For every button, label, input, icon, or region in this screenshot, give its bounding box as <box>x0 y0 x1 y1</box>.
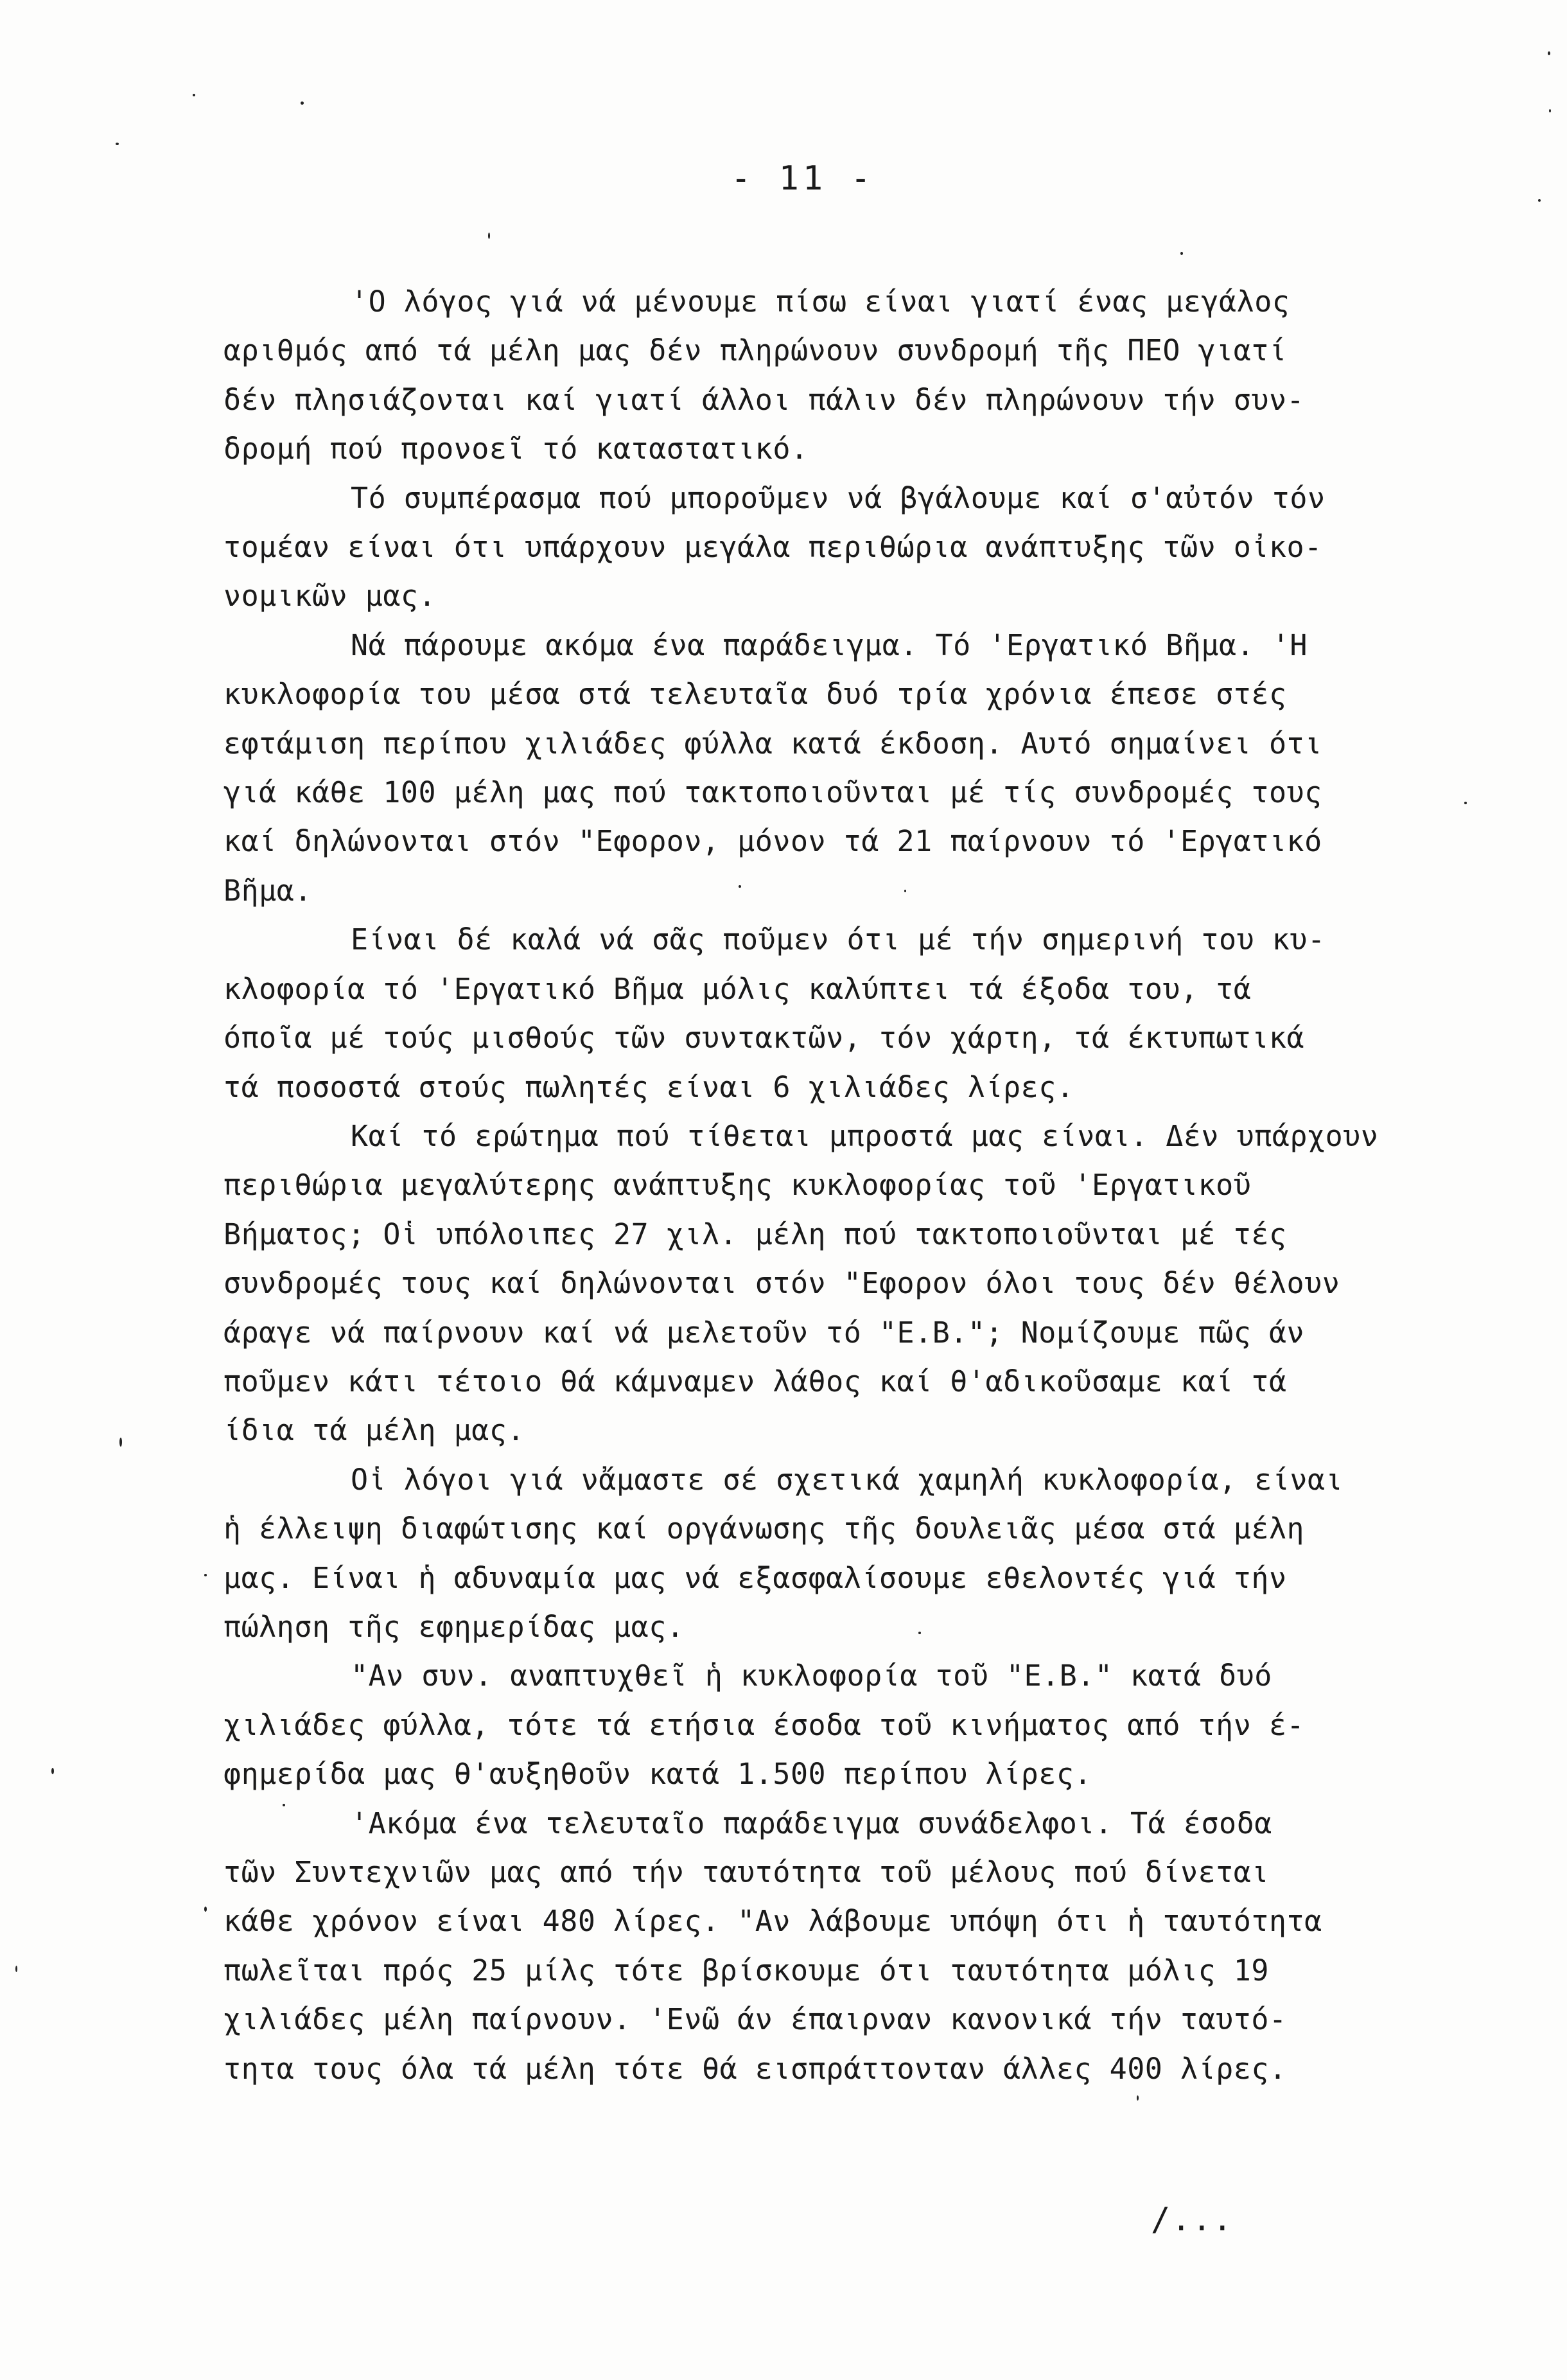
text-line: δέν πλησιάζονται καί γιατί άλλοι πάλιν δέν πληρώνουν τήν συν- <box>223 382 1305 417</box>
text-line: πώληση τῆς εφημερίδας μας. <box>223 1609 685 1644</box>
text-line: Βῆμα. <box>223 873 312 908</box>
scan-speck <box>918 1632 921 1634</box>
scan-speck <box>739 885 741 888</box>
text-line: δρομή πού προνοεῖ τό καταστατικό. <box>223 432 809 466</box>
scan-speck <box>204 1907 207 1912</box>
scan-speck <box>15 1966 17 1972</box>
text-line: Τό συμπέρασμα πού μποροῦμεν νά βγάλουμε καί σ'αὐτόν τόν <box>351 480 1326 515</box>
text-line: περιθώρια μεγαλύτερης ανάπτυξης κυκλοφορίας τοῦ 'Εργατικοῦ <box>223 1168 1252 1203</box>
scan-speck <box>193 94 195 96</box>
continuation-mark: /... <box>1151 2201 1234 2238</box>
scan-speck <box>1180 252 1183 255</box>
text-line: κάθε χρόνον είναι 480 λίρες. "Αν λάβουμε υπόψη ότι ἡ ταυτότητα <box>223 1904 1322 1939</box>
text-line: εφτάμιση περίπου χιλιάδες φύλλα κατά έκδοση. Αυτό σημαίνει ότι <box>223 726 1322 761</box>
text-line: "Αν συν. αναπτυχθεῖ ἡ κυκλοφορία τοῦ "Ε.Β." κατά δυό <box>351 1659 1272 1693</box>
text-line: χιλιάδες φύλλα, τότε τά ετήσια έσοδα τοῦ κινήματος από τήν έ- <box>223 1707 1305 1742</box>
page-number: - 11 - <box>731 159 875 198</box>
text-line: ίδια τά μέλη μας. <box>223 1413 525 1448</box>
scan-speck <box>1538 199 1541 202</box>
scan-speck <box>51 1768 54 1774</box>
scan-speck <box>1548 51 1550 55</box>
text-line: νομικῶν μας. <box>223 579 437 613</box>
body-text <box>223 278 1463 2094</box>
text-line: γιά κάθε 100 μέλη μας πού τακτοποιοῦνται μέ τίς συνδρομές τους <box>223 775 1322 810</box>
text-line: τομέαν είναι ότι υπάρχουν μεγάλα περιθώρια ανάπτυξης τῶν οἰκο- <box>223 530 1322 565</box>
text-line: Είναι δέ καλά νά σᾶς ποῦμεν ότι μέ τήν σημερινή του κυ- <box>351 922 1326 957</box>
text-line: χιλιάδες μέλη παίρνουν. 'Ενῶ άν έπαιρναν κανονικά τήν ταυτό- <box>223 2002 1287 2037</box>
text-line: άραγε νά παίρνουν καί νά μελετοῦν τό "Ε.Β."; Νομίζουμε πῶς άν <box>223 1315 1305 1350</box>
text-line: τῶν Συντεχνιῶν μας από τήν ταυτότητα τοῦ μέλους πού δίνεται <box>223 1855 1269 1889</box>
text-line: 'Ακόμα ένα τελευταῖο παράδειγμα συνάδελφοι. Τά έσοδα <box>351 1806 1272 1840</box>
text-line: ἡ έλλειψη διαφώτισης καί οργάνωσης τῆς δουλειᾶς μέσα στά μέλη <box>223 1512 1305 1546</box>
text-line: κυκλοφορία του μέσα στά τελευταῖα δυό τρία χρόνια έπεσε στές <box>223 677 1287 712</box>
scan-speck <box>119 1438 122 1447</box>
scan-speck <box>116 143 119 145</box>
scan-speck <box>301 101 304 105</box>
text-line: πωλεῖται πρός 25 μίλς τότε βρίσκουμε ότι ταυτότητα μόλις 19 <box>223 1953 1269 1988</box>
text-line: Καί τό ερώτημα πού τίθεται μπροστά μας είναι. Δέν υπάρχουν <box>351 1118 1379 1153</box>
text-line: αριθμός από τά μέλη μας δέν πληρώνουν συνδρομή τῆς ΠΕΟ γιατί <box>223 333 1287 368</box>
text-line: όποῖα μέ τούς μισθούς τῶν συντακτῶν, τόν χάρτη, τά έκτυπωτικά <box>223 1021 1305 1055</box>
scan-speck <box>488 233 490 239</box>
scan-speck <box>904 890 906 892</box>
text-line: τά ποσοστά στούς πωλητές είναι 6 χιλιάδες λίρες. <box>223 1070 1074 1104</box>
text-line: Οἱ λόγοι γιά νἄμαστε σέ σχετικά χαμηλή κυκλοφορία, είναι <box>351 1462 1344 1497</box>
text-line: ποῦμεν κάτι τέτοιο θά κάμναμεν λάθος καί θ'αδικοῦσαμε καί τά <box>223 1364 1287 1398</box>
text-line: κλοφορία τό 'Εργατικό Βῆμα μόλις καλύπτει τά έξοδα του, τά <box>223 971 1252 1006</box>
text-line: συνδρομές τους καί δηλώνονται στόν "Εφορον όλοι τους δέν θέλουν <box>223 1266 1340 1301</box>
text-line: μας. Είναι ἡ αδυναμία μας νά εξασφαλίσουμε εθελοντές γιά τήν <box>223 1560 1287 1595</box>
scan-speck <box>283 1804 285 1806</box>
text-line: φημερίδα μας θ'αυξηθοῦν κατά 1.500 περίπου λίρες. <box>223 1757 1092 1792</box>
text-line: καί δηλώνονται στόν "Εφορον, μόνον τά 21 παίρνουν τό 'Εργατικό <box>223 824 1322 859</box>
scan-speck <box>204 1574 207 1576</box>
scan-speck <box>1464 802 1467 804</box>
text-line: 'Ο λόγος γιά νά μένουμε πίσω είναι γιατί ένας μεγάλος <box>351 285 1290 319</box>
scan-speck <box>1549 109 1551 112</box>
text-line: τητα τους όλα τά μέλη τότε θά εισπράττονταν άλλες 400 λίρες. <box>223 2051 1287 2086</box>
text-line: Νά πάρουμε ακόμα ένα παράδειγμα. Τό 'Εργατικό Βῆμα. 'Η <box>351 628 1308 662</box>
text-line: Βήματος; Οἱ υπόλοιπες 27 χιλ. μέλη πού τακτοποιοῦνται μέ τές <box>223 1217 1287 1251</box>
scan-speck <box>1137 2095 1139 2101</box>
